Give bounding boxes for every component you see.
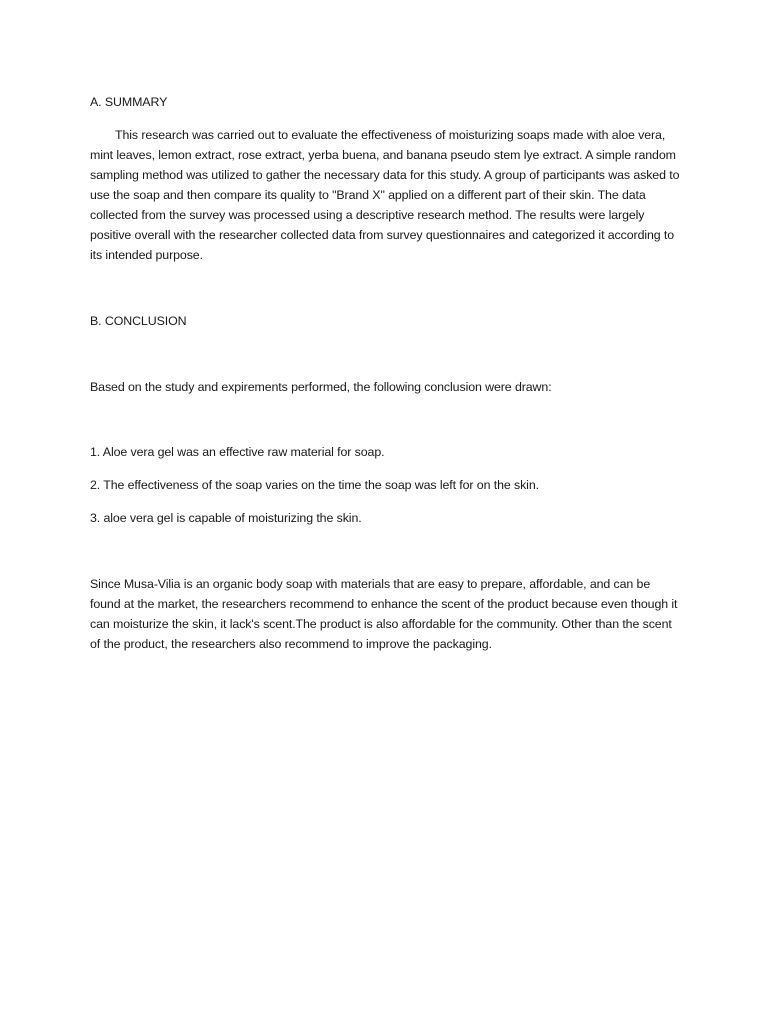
summary-heading: A. SUMMARY bbox=[90, 95, 168, 109]
recommendation-paragraph: Since Musa-Vilia is an organic body soap with materials that are easy to prepare, affordable, and can be found at the market, the researchers recommend to enhance the scent of the product because even though it can moisturize the skin, it lack's scent.The product is also affordable for the community. Other than the scent of the product, the researchers also recommend to improve the packaging. bbox=[90, 577, 678, 651]
summary-paragraph: This research was carried out to evaluate the effectiveness of moisturizing soaps made with aloe vera, mint leaves, lemon extract, rose extract, yerba buena, and banana pseudo stem lye extract. A simple random sampling method was utilized to gather the necessary data for this study. A group of participants was asked to use the soap and then compare its quality to "Brand X" applied on a different part of their skin. The data collected from the survey was processed using a descriptive research method. The results were largely positive overall with the researcher collected data from survey questionnaires and categorized it according to its intended purpose. bbox=[90, 128, 680, 262]
conclusion-intro: Based on the study and expirements performed, the following conclusion were drawn: bbox=[90, 380, 552, 394]
conclusion-heading: B. CONCLUSION bbox=[90, 314, 187, 328]
conclusion-item: 2. The effectiveness of the soap varies on the time the soap was left for on the skin. bbox=[90, 478, 539, 492]
conclusion-item: 3. aloe vera gel is capable of moisturizing the skin. bbox=[90, 511, 362, 525]
conclusion-item: 1. Aloe vera gel was an effective raw material for soap. bbox=[90, 445, 385, 459]
